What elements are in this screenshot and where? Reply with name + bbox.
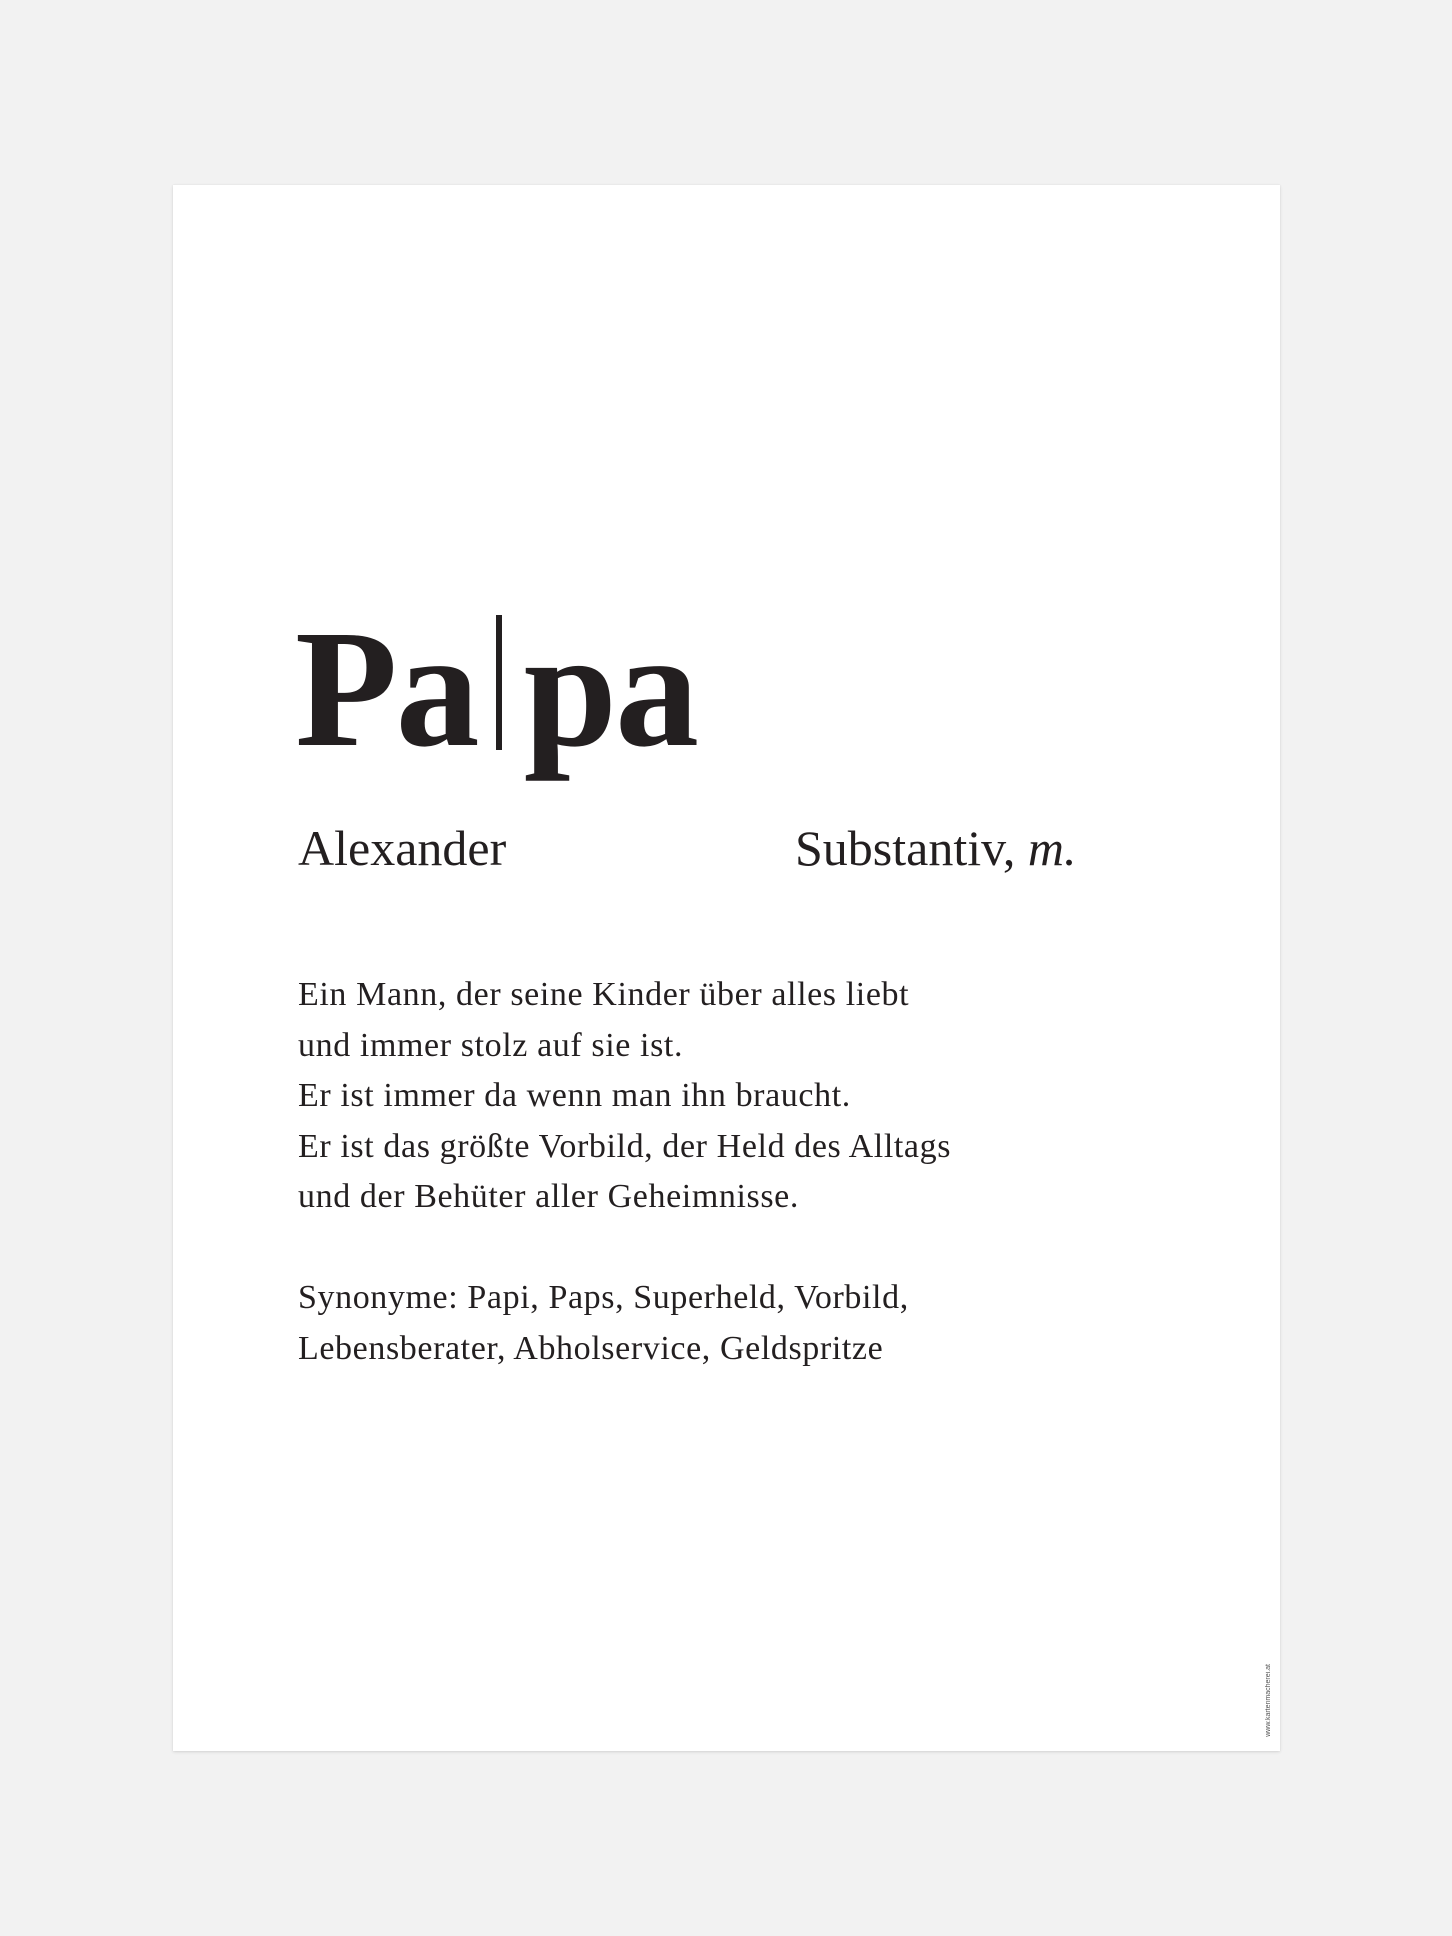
definition-line: Er ist immer da wenn man ihn braucht. xyxy=(298,1077,851,1114)
syllable-divider xyxy=(496,615,502,750)
synonyms xyxy=(298,1273,1178,1374)
definition-line: und der Behüter aller Geheimnisse. xyxy=(298,1178,799,1215)
headword xyxy=(295,596,698,785)
definition-line: Ein Mann, der seine Kinder über alles liebt xyxy=(298,976,910,1013)
grammar-info xyxy=(795,820,1077,876)
grammatical-gender: m. xyxy=(1027,820,1077,876)
personal-name: Alexander xyxy=(298,820,507,876)
definition-line: Er ist das größte Vorbild, der Held des Alltags xyxy=(298,1127,952,1165)
headword-syllable-1: Pa xyxy=(295,596,478,782)
definition xyxy=(298,970,1178,1223)
synonyms-line: Synonyme: Papi, Paps, Superheld, Vorbild, xyxy=(298,1279,909,1316)
part-of-speech: Substantiv, xyxy=(795,820,1016,876)
definition-line: und immer stolz auf sie ist. xyxy=(298,1026,684,1064)
synonyms-line: Lebensberater, Abholservice, Geldspritze xyxy=(298,1329,884,1367)
headword-syllable-2: pa xyxy=(523,596,698,782)
imprint-text: www.kartenmacherei.at xyxy=(1265,1664,1272,1737)
poster xyxy=(173,185,1280,1751)
